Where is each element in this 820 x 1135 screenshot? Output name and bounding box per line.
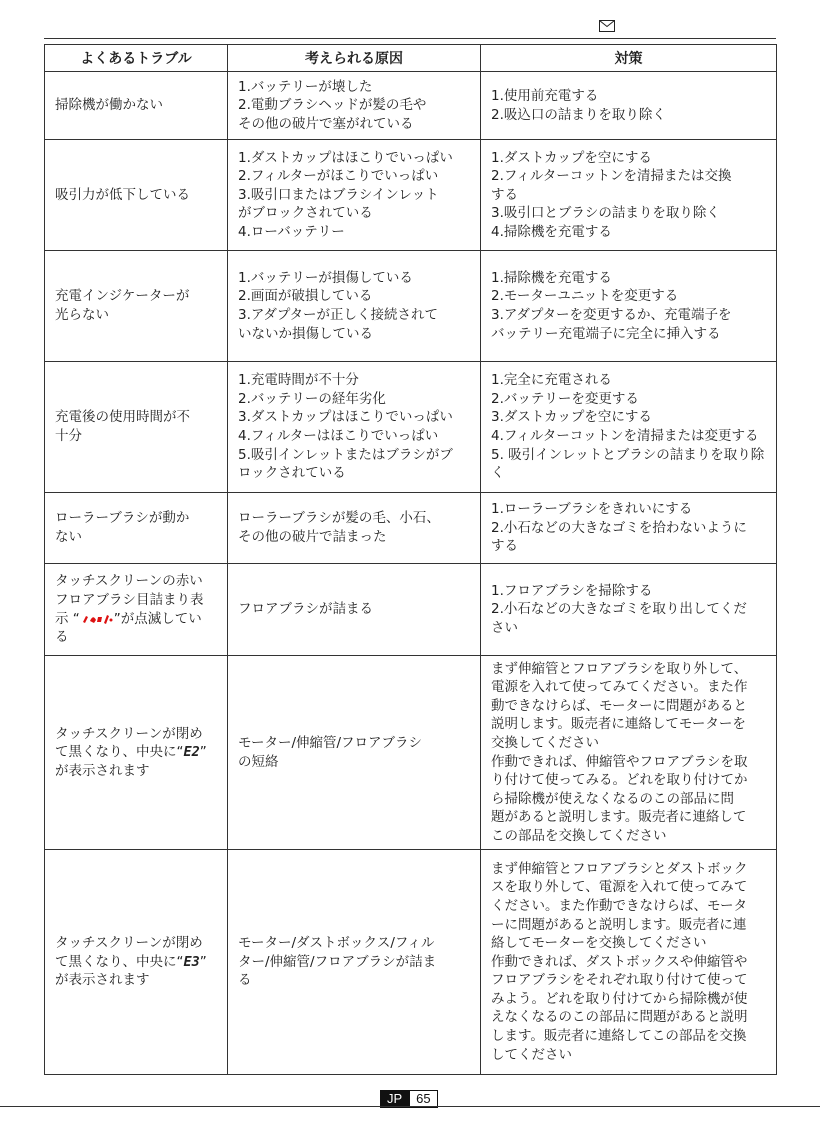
- solution-line: 1.完全に充電される: [491, 372, 612, 389]
- problem-suffix: ”: [199, 953, 207, 970]
- cause-line: その他の破片で詰まった: [238, 529, 387, 545]
- header-rule: [44, 38, 776, 39]
- cause-line: 3.吸引口またはブラシインレット: [238, 186, 439, 203]
- problem-line: が表示されます: [55, 762, 150, 779]
- header-cause: 考えられる原因: [228, 45, 481, 72]
- solution-line: 1.ダストカップを空にする: [491, 149, 652, 166]
- table-header-row: [45, 45, 777, 72]
- cause-cell: [228, 251, 481, 362]
- problem-line: 吸引力が低下している: [55, 186, 190, 203]
- cause-line: いないか損傷している: [238, 325, 373, 342]
- solution-line: まず伸縮管とフロアブラシとダストボック: [491, 860, 748, 877]
- table-row: [45, 493, 777, 564]
- cause-line: 2.フィルターがほこりでいっぱい: [238, 168, 439, 185]
- solution-line: する: [491, 186, 518, 203]
- cause-line: 1.バッテリーが壊した: [238, 78, 373, 95]
- solution-cell: [481, 656, 777, 850]
- cause-line: ロックされている: [238, 465, 346, 482]
- error-code-e2: E2: [183, 744, 200, 761]
- solution-line: 1.掃除機を充電する: [491, 269, 612, 286]
- problem-cell: [45, 72, 228, 140]
- solution-line: 動できなけらば、モーターに問題があると: [491, 697, 747, 714]
- solution-line: 1.使用前充電する: [491, 87, 599, 104]
- cause-cell: [228, 564, 481, 656]
- cause-line: がブロックされている: [238, 205, 373, 222]
- cause-cell: [228, 493, 481, 564]
- cause-line: ローラーブラシが髪の毛、小石、: [238, 510, 440, 527]
- troubleshooting-table: [44, 44, 777, 1075]
- table-row: [45, 140, 777, 251]
- problem-line: 十分: [55, 428, 82, 444]
- solution-line: 3.吸引口とブラシの詰まりを取り除く: [491, 205, 720, 222]
- problem-cell: [45, 362, 228, 493]
- solution-line: 交換してください: [491, 734, 599, 751]
- solution-cell: [481, 564, 777, 656]
- cause-line: 5.吸引インレットまたはブラシがブ: [238, 446, 453, 463]
- solution-line: します。販売者に連絡してこの部品を交換: [491, 1028, 747, 1045]
- solution-line: 2.バッテリーを変更する: [491, 390, 639, 407]
- problem-line: [55, 610, 221, 629]
- solution-line: ら掃除機が使えなくなるのこの部品に問: [491, 790, 734, 807]
- table-row: [45, 362, 777, 493]
- solution-cell: [481, 850, 777, 1075]
- floor-brush-clog-icon: [80, 612, 114, 626]
- solution-line: する: [491, 538, 518, 555]
- solution-line: 説明します。販売者に連絡してモーターを: [491, 716, 746, 733]
- problem-prefix: て黒くなり、中央に“: [55, 953, 184, 970]
- cause-line: 4.ローバッテリー: [238, 223, 345, 240]
- problem-line: ローラーブラシが動か: [55, 510, 190, 527]
- page-number: 65: [409, 1090, 437, 1108]
- solution-line: 2.小石などの大きなゴミを拾わないように: [491, 519, 747, 536]
- solution-line: 4.フィルターコットンを清掃または変更する: [491, 428, 759, 444]
- solution-line: り付けて使ってみる。どれを取り付けてか: [491, 772, 748, 789]
- footer-rule: [0, 1106, 820, 1107]
- problem-line: ない: [55, 529, 82, 545]
- cause-line: 2.バッテリーの経年劣化: [238, 390, 386, 407]
- problem-line: [55, 953, 221, 972]
- cause-cell: [228, 656, 481, 850]
- header-problem: よくあるトラブル: [45, 45, 228, 72]
- solution-line: 2.フィルターコットンを清掃または交換: [491, 168, 732, 185]
- table-row: [45, 251, 777, 362]
- solution-line: スを取り外して、電源を入れて使ってみて: [491, 879, 748, 896]
- error-code-e3: E3: [183, 953, 200, 970]
- solution-line: 題があると説明します。販売者に連絡して: [491, 809, 747, 826]
- problem-line: が表示されます: [55, 972, 150, 989]
- problem-cell: [45, 656, 228, 850]
- solution-line: 2.モーターユニットを変更する: [491, 288, 679, 305]
- solution-line: 3.ダストカップを空にする: [491, 409, 652, 426]
- solution-line: まず伸縮管とフロアブラシを取り外して、: [491, 660, 748, 677]
- header-solution: 対策: [481, 45, 777, 72]
- solution-line: 絡してモーターを交換してください: [491, 935, 707, 952]
- cause-cell: [228, 362, 481, 493]
- problem-prefix: て黒くなり、中央に“: [55, 744, 184, 761]
- solution-line: フロアブラシをそれぞれ取り付けて使って: [491, 972, 748, 989]
- problem-line: 充電インジケーターが: [55, 288, 190, 305]
- solution-cell: [481, 362, 777, 493]
- cause-line: その他の破片で塞がれている: [238, 115, 414, 132]
- problem-line: 充電後の使用時間が不: [55, 409, 190, 426]
- cause-cell: [228, 140, 481, 251]
- solution-line: ーに問題があると説明します。販売者に連: [491, 916, 747, 933]
- solution-line: ください。また作動できなけらば、モータ: [491, 897, 747, 914]
- problem-cell: [45, 564, 228, 656]
- solution-line: 作動できれば、ダストボックスや伸縮管や: [491, 953, 748, 970]
- solution-line: バッテリー充電端子に完全に挿入する: [491, 325, 721, 342]
- cause-line: フロアブラシが詰まる: [238, 601, 373, 618]
- solution-line: この部品を交換してください: [491, 827, 667, 844]
- problem-line: る: [55, 629, 69, 646]
- cause-line: モーター/伸縮管/フロアブラシ: [238, 734, 423, 751]
- table-row: [45, 564, 777, 656]
- solution-line: 4.掃除機を充電する: [491, 223, 612, 240]
- problem-line: タッチスクリーンが閉め: [55, 935, 203, 952]
- problem-line: 光らない: [55, 307, 109, 323]
- solution-line: みよう。どれを取り付けてから掃除機が使: [491, 990, 748, 1007]
- solution-line: してください: [491, 1046, 572, 1063]
- cause-line: 4.フィルターはほこりでいっぱい: [238, 428, 439, 444]
- solution-line: 電源を入れて使ってみてください。また作: [491, 679, 748, 696]
- cause-line: 3.ダストカップはほこりでいっぱい: [238, 409, 453, 426]
- table-row: [45, 656, 777, 850]
- cause-line: 2.画面が破損している: [238, 288, 373, 305]
- solution-line: 1.ローラーブラシをきれいにする: [491, 501, 693, 518]
- cause-line: モーター/ダストボックス/フィル: [238, 935, 435, 952]
- cause-line: 1.充電時間が不十分: [238, 372, 359, 389]
- problem-line: タッチスクリーンの赤い: [55, 573, 203, 590]
- cause-cell: [228, 850, 481, 1075]
- solution-line: えなくなるのこの部品に問題があると説明: [491, 1009, 748, 1026]
- cause-line: の短絡: [238, 753, 279, 770]
- solution-cell: [481, 140, 777, 251]
- cause-line: る: [238, 972, 252, 989]
- solution-line: く: [491, 465, 505, 482]
- solution-line: 5. 吸引インレットとブラシの詰まりを取り除: [491, 446, 765, 463]
- solution-cell: [481, 251, 777, 362]
- table-row: [45, 850, 777, 1075]
- solution-cell: [481, 72, 777, 140]
- problem-cell: [45, 140, 228, 251]
- solution-line: 作動できれば、伸縮管やフロアブラシを取: [491, 753, 748, 770]
- cause-line: 2.電動ブラシヘッドが髪の毛や: [238, 97, 427, 114]
- envelope-icon: [599, 20, 615, 32]
- cause-line: 3.アダプターが正しく接続されて: [238, 307, 438, 323]
- problem-line: フロアブラシ目詰まり表: [55, 591, 204, 608]
- solution-line: さい: [491, 619, 518, 636]
- cause-line: 1.ダストカップはほこりでいっぱい: [238, 149, 453, 166]
- problem-line: タッチスクリーンが閉め: [55, 725, 203, 742]
- problem-suffix: ”が点滅してい: [113, 610, 202, 627]
- cause-line: 1.バッテリーが損傷している: [238, 269, 413, 286]
- cause-cell: [228, 72, 481, 140]
- problem-line: 掃除機が働かない: [55, 97, 163, 114]
- solution-line: 1.フロアブラシを掃除する: [491, 582, 653, 599]
- problem-cell: [45, 493, 228, 564]
- table-row: [45, 72, 777, 140]
- solution-cell: [481, 493, 777, 564]
- solution-line: 3.アダプターを変更するか、充電端子を: [491, 307, 732, 323]
- solution-line: 2.小石などの大きなゴミを取り出してくだ: [491, 601, 747, 618]
- problem-cell: [45, 850, 228, 1075]
- cause-line: ター/伸縮管/フロアブラシが詰ま: [238, 953, 437, 970]
- problem-suffix: ”: [199, 744, 207, 761]
- problem-prefix: 示 “: [55, 610, 80, 627]
- solution-line: 2.吸込口の詰まりを取り除く: [491, 106, 666, 123]
- language-label: JP: [380, 1090, 409, 1108]
- problem-cell: [45, 251, 228, 362]
- problem-line: [55, 743, 221, 762]
